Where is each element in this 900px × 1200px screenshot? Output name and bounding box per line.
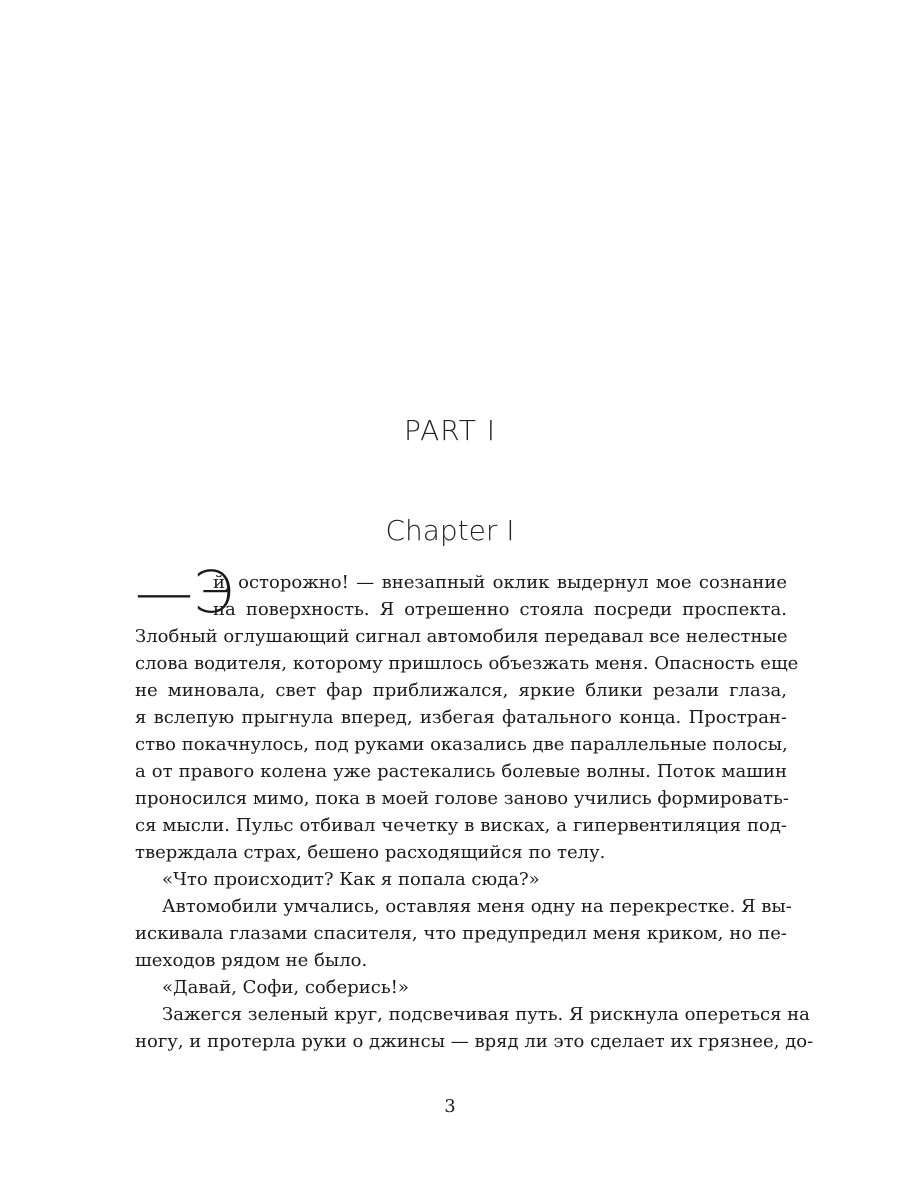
chapter-title: Chapter I (385, 514, 515, 547)
text-line: «Давай, Софи, соберись!» (162, 977, 409, 998)
chapter-text (135, 558, 814, 1055)
text-line: я вслепую прыгнула вперед, избегая фатального конца. Простран- (135, 707, 787, 728)
page-number: 3 (444, 1096, 456, 1117)
text-line: Злобный оглушающий сигнал автомобиля передавал все нелестные (135, 626, 788, 647)
text-line: ся мысли. Пульс отбивал чечетку в висках, а гипервентиляция под- (135, 815, 787, 836)
text-line: «Что происходит? Как я попала сюда?» (162, 869, 540, 890)
text-line: а от правого колена уже растекались болевые волны. Поток машин (135, 761, 787, 782)
text-line: не миновала, свет фар приближался, яркие блики резали глаза, (135, 680, 787, 701)
text-line: слова водителя, которому пришлось объезжать меня. Опасность еще (135, 653, 799, 674)
text-line: ство покачнулось, под руками оказались две параллельные полосы, (135, 734, 788, 755)
text-line: на поверхность. Я отрешенно стояла посреди проспекта. (213, 599, 787, 620)
part-title: PART I (404, 414, 496, 447)
text-line: проносился мимо, пока в моей голове заново учились формировать- (135, 788, 789, 809)
text-line: тверждала страх, бешено расходящийся по телу. (135, 842, 606, 863)
drop-cap: —Э (135, 558, 234, 626)
text-line: й, осторожно! — внезапный оклик выдернул мое сознание (213, 572, 787, 593)
text-line: Автомобили умчались, оставляя меня одну на перекрестке. Я вы- (162, 896, 792, 917)
text-line: шеходов рядом не было. (135, 950, 368, 971)
text-line: Зажегся зеленый круг, подсвечивая путь. Я рискнула опереться на (162, 1004, 810, 1025)
text-line: ногу, и протерла руки о джинсы — вряд ли это сделает их грязнее, до- (135, 1031, 814, 1052)
text-line: искивала глазами спасителя, что предупредил меня криком, но пе- (135, 923, 787, 944)
